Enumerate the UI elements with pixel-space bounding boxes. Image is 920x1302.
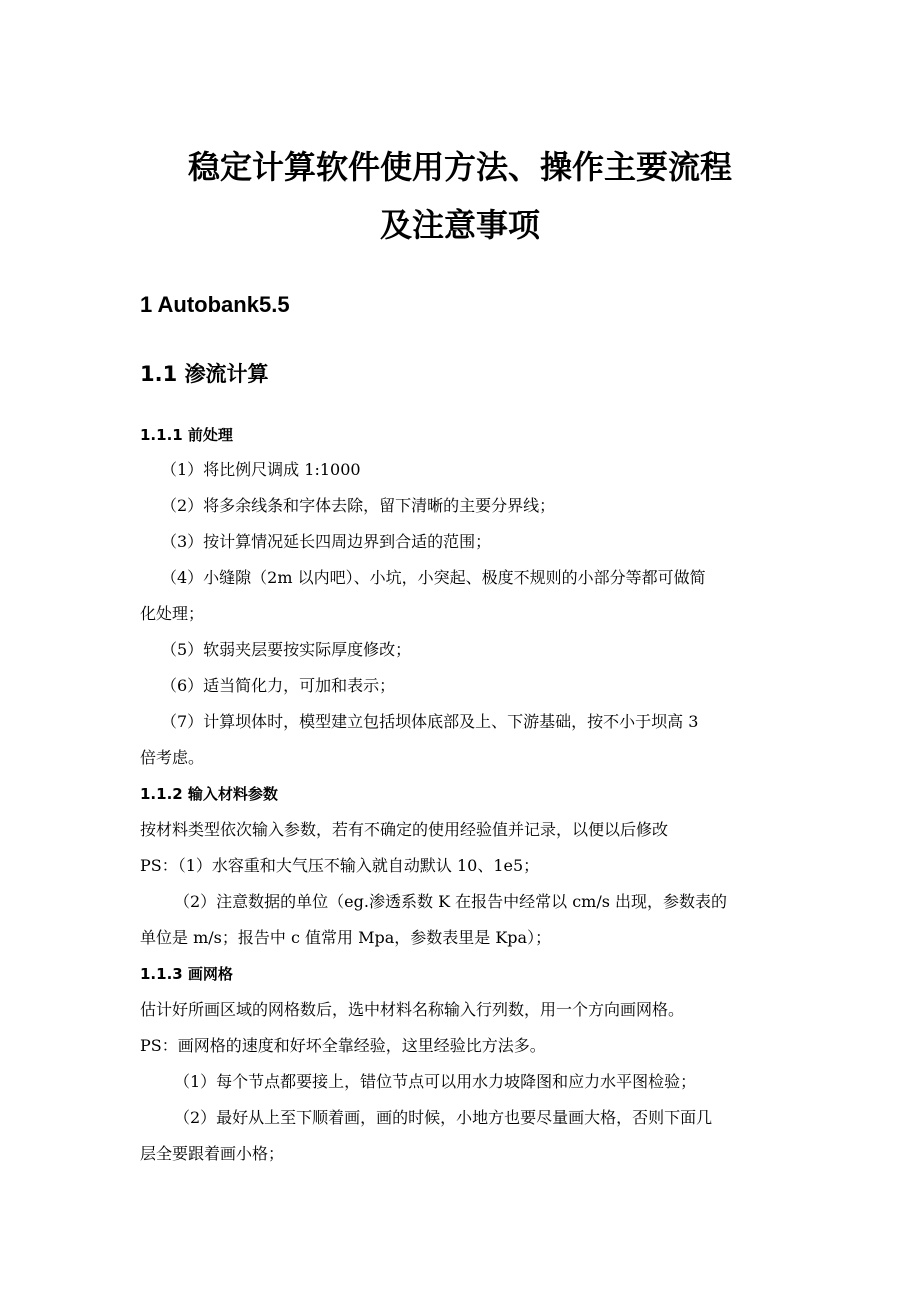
materials-ps-line-2-continued: 单位是 m/s；报告中 c 值常用 Mpa，参数表里是 Kpa）；	[140, 928, 552, 947]
section-heading-autobank: 1 Autobank5.5	[140, 292, 290, 317]
mesh-paragraph: 估计好所画区域的网格数后，选中材料名称输入行列数，用一个方向画网格。	[140, 1000, 685, 1019]
preprocess-item-1: （1）将比例尺调成 1:1000	[161, 460, 361, 479]
preprocess-item-5: （5）软弱夹层要按实际厚度修改；	[161, 640, 412, 659]
mesh-ps-line: PS：画网格的速度和好坏全靠经验，这里经验比方法多。	[140, 1036, 546, 1055]
preprocess-item-2: （2）将多余线条和字体去除，留下清晰的主要分界线；	[161, 496, 556, 515]
mesh-item-2-continued: 层全要跟着画小格；	[140, 1144, 285, 1163]
preprocess-item-4-continued: 化处理；	[140, 604, 205, 623]
document-title-line-2: 及注意事项	[379, 206, 540, 244]
subsection-heading-preprocess: 1.1.1 前处理	[140, 426, 233, 444]
subsection-heading-materials: 1.1.2 输入材料参数	[140, 785, 278, 803]
preprocess-item-7: （7）计算坝体时，模型建立包括坝体底部及上、下游基础，按不小于坝高 3	[161, 712, 699, 731]
materials-ps-line-1: PS：（1）水容重和大气压不输入就自动默认 10、1e5；	[140, 856, 540, 875]
mesh-item-1: （1）每个节点都要接上，错位节点可以用水力坡降图和应力水平图检验；	[174, 1072, 697, 1091]
document-title-line-1: 稳定计算软件使用方法、操作主要流程	[187, 148, 732, 186]
mesh-item-2: （2）最好从上至下顺着画，画的时候，小地方也要尽量画大格，否则下面几	[174, 1108, 713, 1127]
preprocess-item-3: （3）按计算情况延长四周边界到合适的范围；	[161, 532, 492, 551]
preprocess-item-6: （6）适当简化力，可加和表示；	[161, 676, 396, 695]
preprocess-item-4: （4）小缝隙（2m 以内吧）、小坑，小突起、极度不规则的小部分等都可做简	[161, 568, 706, 587]
section-heading-seepage: 1.1 渗流计算	[140, 362, 269, 386]
preprocess-item-7-continued: 倍考虑。	[140, 748, 205, 767]
materials-paragraph: 按材料类型依次输入参数，若有不确定的使用经验值并记录，以便以后修改	[140, 820, 669, 839]
materials-ps-line-2: （2）注意数据的单位（eg.渗透系数 K 在报告中经常以 cm/s 出现，参数表的	[174, 892, 728, 911]
subsection-heading-mesh: 1.1.3 画网格	[140, 965, 233, 983]
